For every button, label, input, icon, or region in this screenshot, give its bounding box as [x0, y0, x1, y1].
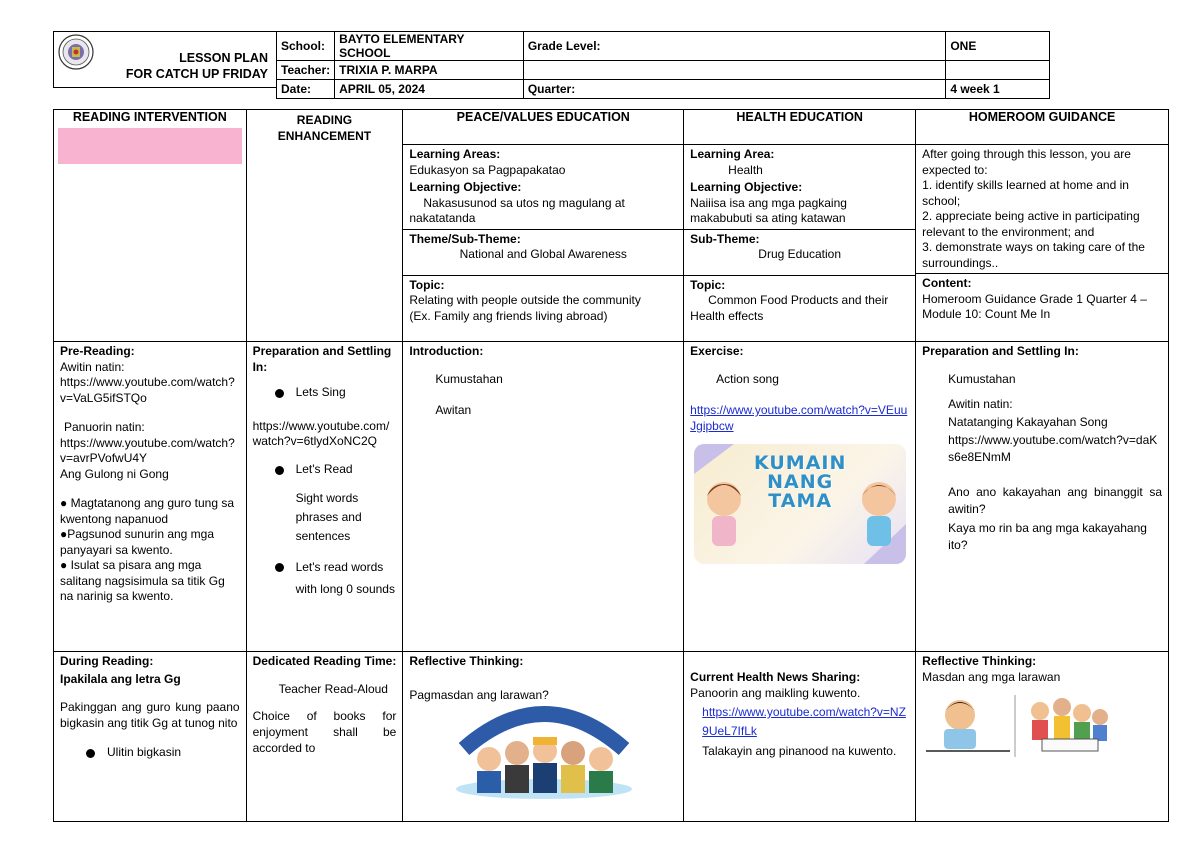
- news-sharing-label: Current Health News Sharing:: [690, 670, 861, 684]
- peace-theme-label: Theme/Sub-Theme:: [409, 231, 521, 246]
- homeroom-content-value: Homeroom Guidance Grade 1 Quarter 4 – Module 10: Count Me In: [922, 291, 1147, 321]
- pre-reading-line: Ang Gulong ni Gong: [60, 466, 169, 481]
- pre-reading-line: Awitin natin:: [60, 359, 125, 374]
- pre-reading-link-1[interactable]: https://www.youtube.com/watch?v=VaLG5ifSTQo: [60, 375, 235, 405]
- dedicated-reading-label: Dedicated Reading Time:: [252, 654, 397, 668]
- quarter-value: 4 week 1: [946, 80, 1050, 99]
- prep-bullet-1: Lets Sing: [295, 385, 346, 399]
- peace-areas-value: Edukasyon sa Pagpapakatao: [409, 162, 566, 177]
- hr-song-link[interactable]: https://www.youtube.com/watch?v=daKs6e8ENmM: [948, 433, 1158, 464]
- col-reading-enhancement-1: READING: [296, 113, 353, 127]
- homeroom-item-2: 2. appreciate being active in participating relevant to the environment; and: [922, 209, 1140, 239]
- exercise-label: Exercise:: [690, 344, 744, 358]
- peace-topic-line2: (Ex. Family ang friends living abroad): [409, 308, 608, 323]
- during-bullet-1: Ulitin bigkasin: [107, 745, 182, 759]
- hr-line: Natatanging Kakayahan Song: [948, 414, 1108, 429]
- kumain-nang-tama-image: [694, 444, 906, 564]
- intro-line-2: Awitan: [435, 403, 472, 417]
- health-area-value: Health: [728, 162, 763, 177]
- hr-question-2: Kaya mo rin ba ang mga kakayahang ito?: [948, 521, 1147, 552]
- date-label: Date:: [277, 80, 335, 99]
- teacher-label: Teacher:: [277, 61, 335, 80]
- col-reading-intervention: READING INTERVENTION: [72, 110, 227, 124]
- prep-link[interactable]: https://www.youtube.com/watch?v=6tlydXoNC2Q: [252, 418, 390, 448]
- prep-bullet-2: Let's Read: [295, 461, 353, 476]
- pre-reading-bullet: ●Pagsunod sunurin ang mga panyayari sa kwento.: [60, 527, 215, 557]
- peace-objective-value: Nakasusunod sa utos ng magulang at nakatatanda: [409, 195, 625, 225]
- image-title-3: TAMA: [768, 490, 833, 512]
- health-objective-value: Naiiisa isa ang mga pagkaing makabubuti sa ating katawan: [690, 195, 847, 225]
- reflective-label: Reflective Thinking:: [409, 654, 524, 668]
- news-sharing-text: Panoorin ang maikling kuwento.: [690, 685, 861, 700]
- hr-preparation-label: Preparation and Settling In:: [922, 344, 1079, 358]
- lesson-plan-title: LESSON PLAN FOR CATCH UP FRIDAY: [125, 51, 268, 81]
- hr-reflective-text: Masdan ang mga larawan: [922, 669, 1061, 684]
- during-reading-label: During Reading:: [60, 654, 154, 668]
- homeroom-intro: After going through this lesson, you are expected to:: [922, 147, 1131, 177]
- health-sub-value: Drug Education: [758, 247, 842, 261]
- homeroom-item-1: 1. identify skills learned at home and in school;: [922, 178, 1129, 208]
- bullet-icon: [275, 389, 284, 398]
- image-title-1: KUMAIN: [753, 452, 847, 474]
- news-sharing-text-2: Talakayin ang pinanood na kuwento.: [702, 744, 897, 758]
- dedicated-line-1: Teacher Read-Aloud: [278, 681, 388, 696]
- highlight-block: [58, 128, 242, 164]
- teacher-value: TRIXIA P. MARPA: [335, 61, 524, 80]
- health-objective-label: Learning Objective:: [690, 180, 803, 194]
- health-topic-value: Common Food Products and their Health effects: [690, 293, 889, 323]
- pre-reading-link-2[interactable]: https://www.youtube.com/watch?v=avrPVofwU4Y: [60, 435, 235, 465]
- col-peace-values: PEACE/VALUES EDUCATION: [456, 110, 630, 124]
- hr-line: Awitin natin:: [948, 397, 1013, 411]
- exercise-video-link[interactable]: https://www.youtube.com/watch?v=VEuuJgipbcw: [690, 403, 908, 433]
- peace-topic-label: Topic:: [409, 277, 445, 292]
- exercise-line-1: Action song: [716, 371, 779, 386]
- col-reading-enhancement-2: ENHANCEMENT: [277, 129, 372, 143]
- pre-reading-bullet: ● Isulat sa pisara ang mga salitang nagsisimula sa titik Gg na narinig sa kwento.: [60, 558, 225, 603]
- col-health-education: HEALTH EDUCATION: [736, 110, 863, 124]
- during-reading-text: Pakinggan ang guro kung paano bigkasin ang titik Gg at tunog nito: [60, 700, 240, 730]
- peace-areas-label: Learning Areas:: [409, 147, 501, 161]
- workers-illustration: [449, 689, 639, 801]
- family-illustrations: [922, 693, 1122, 759]
- homeroom-item-3: 3. demonstrate ways on taking care of the surroundings..: [922, 240, 1145, 270]
- school-label: School:: [277, 32, 335, 61]
- pre-reading-line: Panuorin natin:: [64, 420, 145, 434]
- reflective-text: Pagmasdan ang larawan?: [409, 687, 549, 702]
- prep-bullet-2-sub: Sight words phrases and sentences: [295, 491, 362, 543]
- hr-line: Kumustahan: [948, 371, 1016, 386]
- during-reading-sub: Ipakilala ang letra Gg: [60, 671, 181, 686]
- date-value: APRIL 05, 2024: [335, 80, 524, 99]
- prep-bullet-3: Let's read words with long 0 sounds: [295, 560, 395, 596]
- hr-question-1: Ano ano kakayahan ang binanggit sa awitin?: [948, 485, 1162, 516]
- pre-reading-bullet: ● Magtatanong ang guro tung sa kwentong napanuod: [60, 496, 235, 526]
- bullet-icon: [86, 749, 95, 758]
- lesson-plan-table: [53, 109, 1169, 822]
- peace-theme-value: National and Global Awareness: [459, 247, 627, 261]
- pre-reading-label: Pre-Reading:: [60, 344, 135, 358]
- intro-line-1: Kumustahan: [435, 371, 503, 386]
- health-area-label: Learning Area:: [690, 147, 775, 161]
- col-homeroom-guidance: HOMEROOM GUIDANCE: [968, 110, 1116, 124]
- school-value: BAYTO ELEMENTARY SCHOOL: [335, 32, 524, 61]
- peace-topic-line1: Relating with people outside the community: [409, 293, 641, 307]
- header-info-table: [276, 31, 1169, 99]
- grade-label: Grade Level:: [523, 32, 946, 61]
- news-video-link[interactable]: https://www.youtube.com/watch?v=NZ9UeL7IfLk: [702, 705, 906, 738]
- dedicated-line-2: Choice of books for enjoyment shall be accorded to: [252, 708, 397, 755]
- bullet-icon: [275, 563, 284, 572]
- peace-objective-label: Learning Objective:: [409, 180, 522, 194]
- image-title-2: NANG: [767, 471, 834, 493]
- homeroom-content-label: Content:: [922, 276, 972, 290]
- hr-reflective-label: Reflective Thinking:: [922, 654, 1037, 668]
- quarter-label: Quarter:: [523, 80, 946, 99]
- health-topic-label: Topic:: [690, 277, 726, 292]
- health-sub-label: Sub-Theme:: [690, 231, 760, 246]
- introduction-label: Introduction:: [409, 344, 484, 358]
- header-title-box: [53, 31, 276, 88]
- bullet-icon: [275, 466, 284, 475]
- preparation-label: Preparation and Settling In:: [252, 344, 392, 374]
- grade-value: ONE: [946, 32, 1050, 61]
